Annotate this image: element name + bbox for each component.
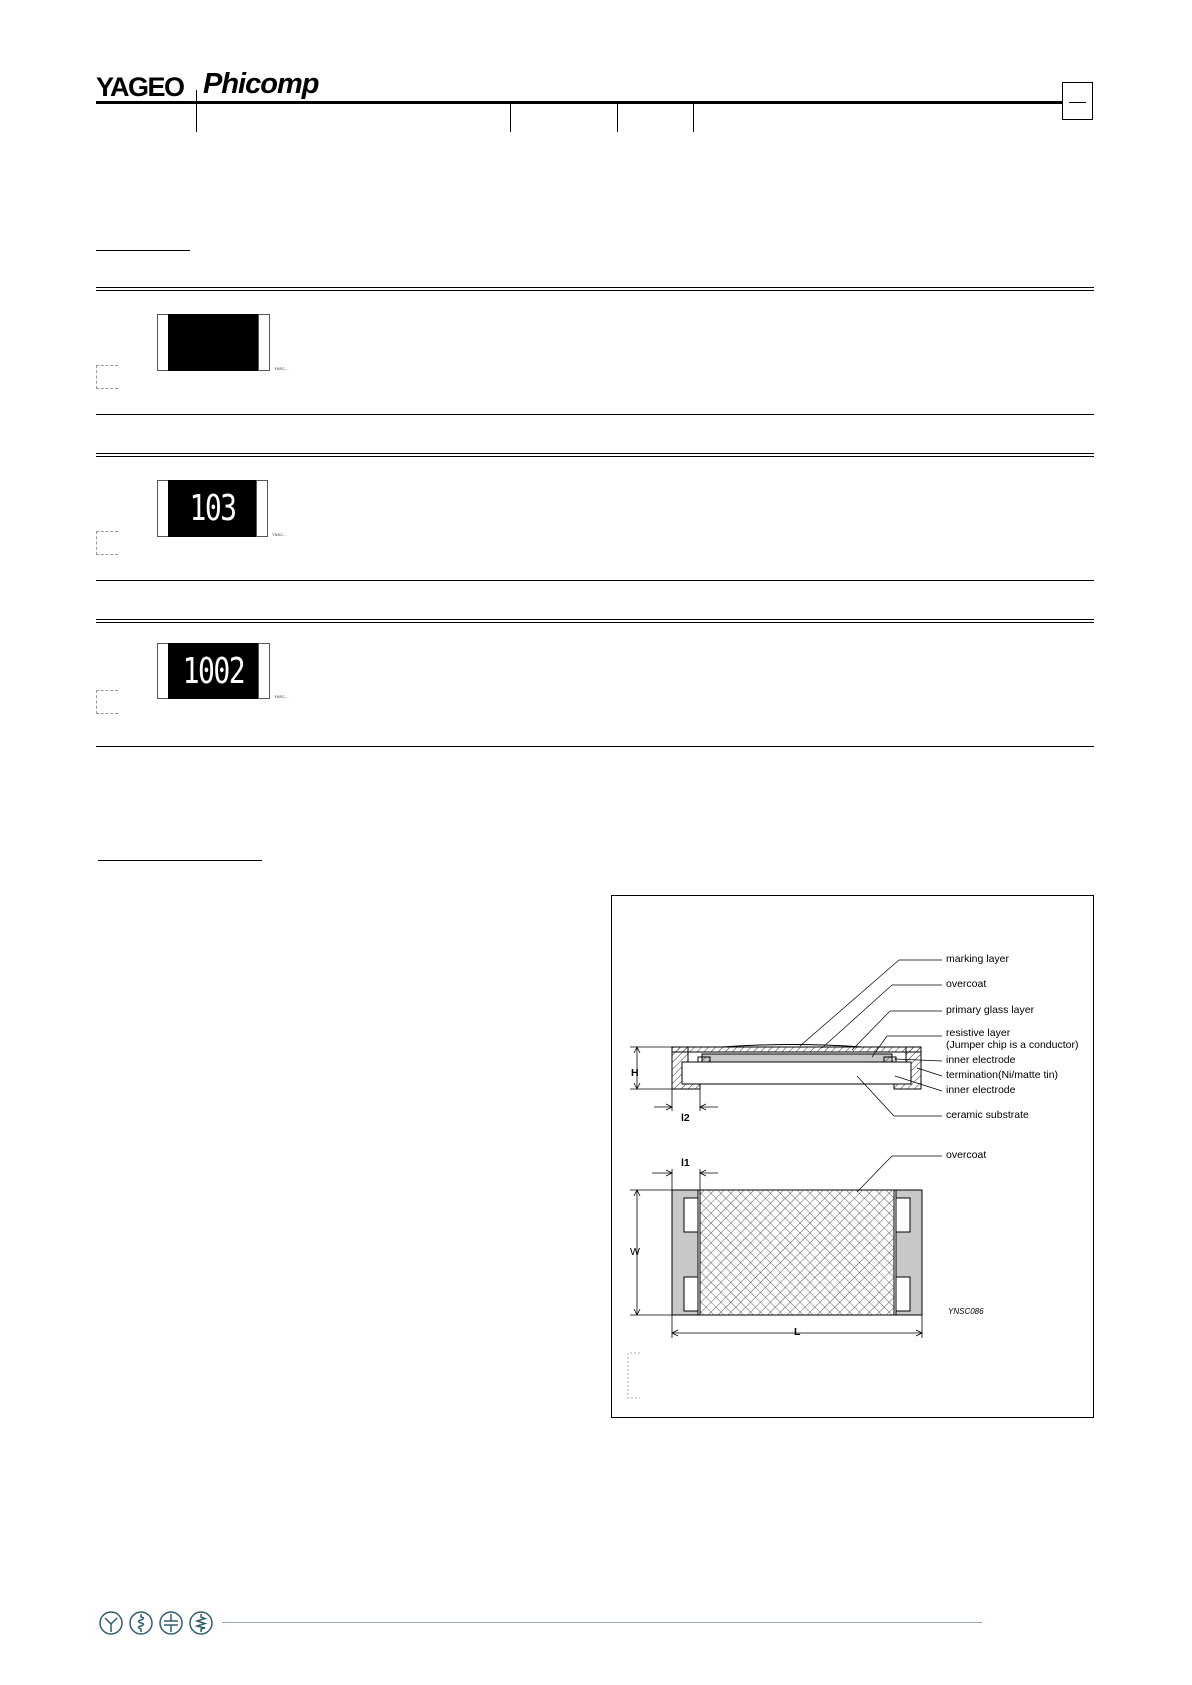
figure-code: YNSC086	[948, 1307, 984, 1316]
header-divider	[693, 103, 694, 132]
label-overcoat: overcoat	[946, 978, 987, 990]
dim-l1-label: l1	[681, 1157, 690, 1169]
table-rule-top	[96, 453, 1094, 454]
top-view	[630, 1156, 942, 1338]
table-rule-top	[96, 287, 1094, 288]
label-primary-glass-layer: primary glass layer	[946, 1004, 1035, 1016]
chip-marking-code	[168, 314, 259, 371]
label-resistive-layer: resistive layer	[946, 1027, 1011, 1039]
marking-sample-chip	[157, 643, 270, 699]
table-rule-top	[96, 619, 1094, 620]
construction-diagram	[611, 895, 1094, 1418]
label-marking-layer: marking layer	[946, 953, 1010, 965]
marking-sample-chip	[157, 480, 268, 537]
table-rule-bottom	[96, 580, 1094, 581]
dim-w-label: W	[630, 1246, 640, 1258]
header-divider	[510, 103, 511, 132]
label-inner-electrode: inner electrode	[946, 1054, 1016, 1066]
dim-l-label: L	[794, 1326, 801, 1338]
dim-l2-label: l2	[681, 1112, 690, 1124]
label-overcoat-top: overcoat	[946, 1149, 987, 1161]
caption-placeholder	[96, 690, 118, 714]
label-jumper-note: (Jumper chip is a conductor)	[946, 1039, 1079, 1051]
header-rule	[96, 101, 1062, 104]
brand-logo-yageo: YAGEO	[96, 72, 184, 102]
capacitor-icon	[159, 1611, 183, 1635]
label-termination: termination(Ni/matte tin)	[946, 1069, 1059, 1081]
brand-logo-phicomp: Phicomp	[203, 68, 319, 100]
side-view	[630, 960, 942, 1116]
dim-h-label: H	[631, 1067, 639, 1079]
caption-placeholder	[96, 365, 118, 389]
header-divider	[617, 103, 618, 132]
header-divider	[196, 90, 197, 132]
table-rule-top	[96, 622, 1094, 623]
figure-ref: YNSC...	[274, 694, 289, 699]
caption-placeholder	[96, 531, 118, 555]
table-rule-bottom	[96, 414, 1094, 415]
antenna-icon	[99, 1611, 123, 1635]
marking-sample-chip	[157, 314, 270, 371]
section-heading-underline	[96, 250, 190, 251]
label-ceramic-substrate: ceramic substrate	[946, 1109, 1029, 1121]
figure-ref: YNSC...	[274, 366, 289, 371]
table-rule-top	[96, 456, 1094, 457]
chip-marking-code: 103	[168, 480, 257, 537]
table-rule-bottom	[96, 746, 1094, 747]
section-heading-underline	[98, 860, 262, 861]
figure-ref: YNSC...	[272, 532, 287, 537]
page-corner-box	[1062, 82, 1093, 120]
chip-marking-code: 1002	[168, 643, 259, 699]
label-inner-electrode: inner electrode	[946, 1084, 1016, 1096]
resistor-icon	[189, 1611, 213, 1635]
table-rule-top	[96, 290, 1094, 291]
inductor-icon	[129, 1611, 153, 1635]
footer-rule	[222, 1622, 982, 1623]
